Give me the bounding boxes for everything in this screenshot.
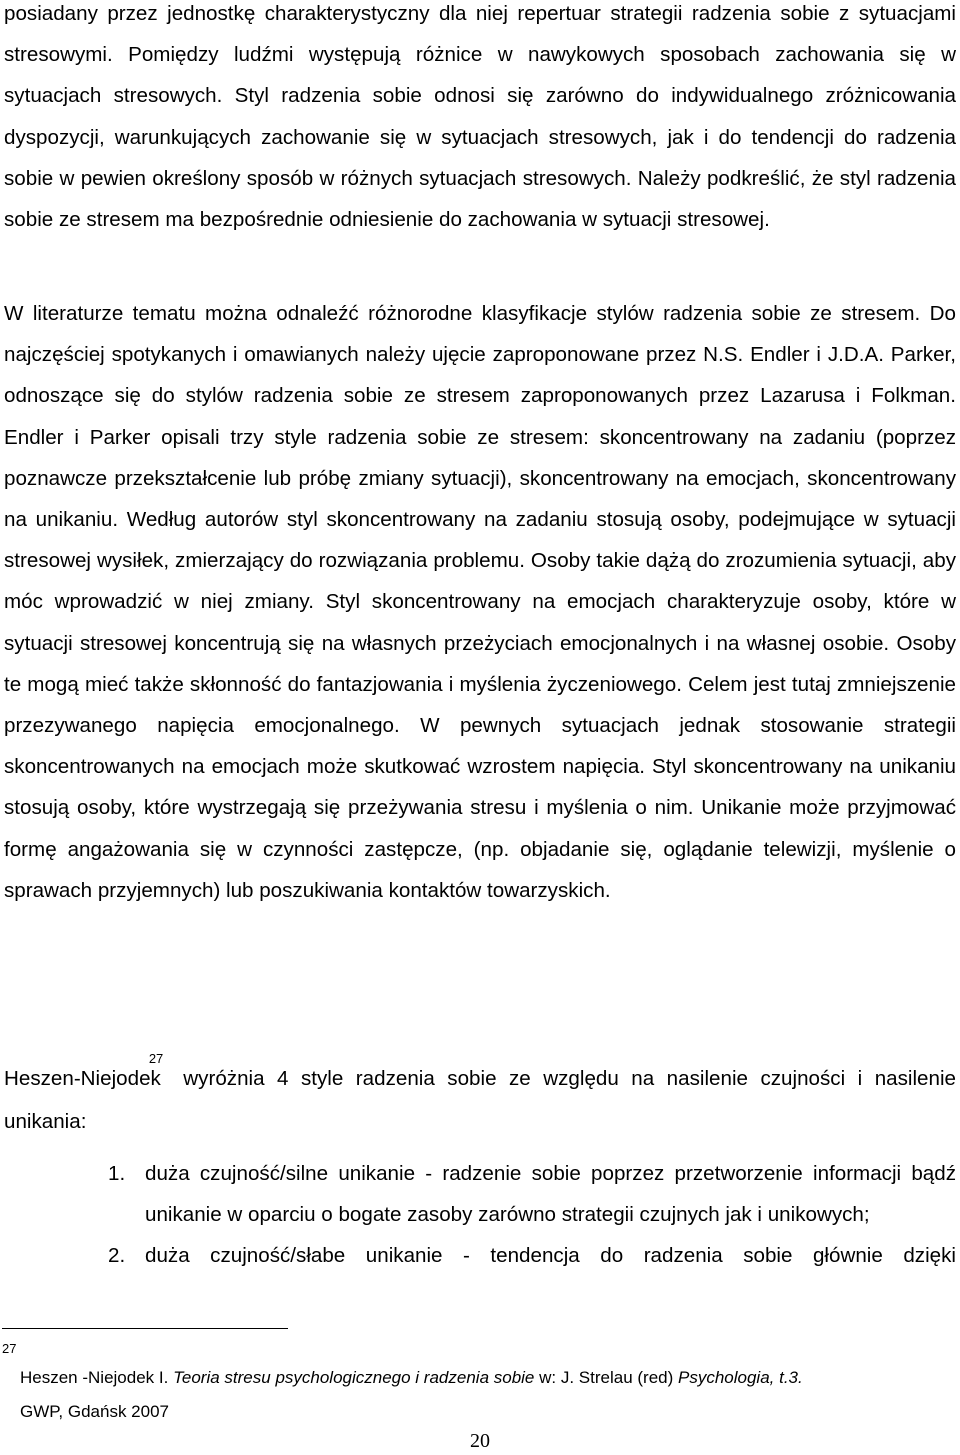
- list-item-number: 1.: [108, 1162, 126, 1185]
- paragraph-heszen-niejodek: [4, 1051, 956, 1142]
- footnote-author: Heszen -Niejodek I.: [20, 1368, 174, 1387]
- footnote-publisher: GWP, Gdańsk 2007: [20, 1402, 169, 1421]
- footnote-mark: 27: [2, 1341, 17, 1356]
- footnote-separator: [2, 1328, 288, 1329]
- list-item: [0, 1235, 956, 1276]
- list-item-number: 2.: [108, 1244, 126, 1268]
- page-number: 20: [470, 1430, 490, 1452]
- footnote-text: [20, 1361, 950, 1429]
- footnote-editor: w: J. Strelau (red): [534, 1368, 678, 1387]
- footnote-reference[interactable]: 27: [148, 1051, 164, 1066]
- footnote-book-title: Psychologia, t.3.: [678, 1368, 803, 1387]
- paragraph-rest: wyróżnia 4 style radzenia sobie ze względu na nasilenie czujności i nasilenie unikania:: [4, 1067, 956, 1134]
- paragraph-endler-parker: W literaturze tematu można odnaleźć różnorodne klasyfikacje stylów radzenia sobie ze stresem. Do najczęściej spotykanych i omawianych należy ujęcie zaproponowane przez N.S. Endler i J.D.A. Parker, odnoszące się do stylów radzenia sobie ze stresem zaproponowanych przez Lazarusa i Folkman. Endler i Parker opisali trzy style radzenia sobie ze stresem: skoncentrowany na zadaniu (poprzez poznawcze przekształcenie lub próbę zmiany sytuacji), skoncentrowany na emocjach, skoncentrowany na unikaniu. Według autorów styl skoncentrowany na zadaniu stosują osoby, podejmujące w sytuacji stresowej wysiłek, zmierzający do rozwiązania problemu. Osoby takie dążą do zrozumienia sytuacji, aby móc wprowadzić w niej zmiany. Styl skoncentrowany na emocjach charakteryzuje osoby, które w sytuacji stresowej koncentrują się na własnych przeżyciach emocjonalnych i na własnej osobie. Osoby te mogą mieć także skłonność do fantazjowania i myślenia życzeniowego. Celem jest tutaj zmniejszenie przezywanego napięcia emocjonalnego. W pewnych sytuacjach jednak stosowanie strategii skoncentrowanych na emocjach może skutkować wzrostem napięcia. Styl skoncentrowany na unikaniu stosują osoby, które wystrzegają się przeżywania stresu i myślenia o nim. Unikanie może przyjmować formę angażowania się w czynności zastępcze, (np. objadanie się, oglądanie telewizji, myślenie o sprawach przyjemnych) lub poszukiwania kontaktów towarzyskich.: [4, 302, 956, 902]
- list-item-text: duża czujność/słabe unikanie - tendencja do radzenia sobie głównie dzięki: [145, 1244, 956, 1268]
- paragraph-coping-styles-intro: posiadany przez jednostkę charakterystyczny dla niej repertuar strategii radzenia sobie z sytuacjami stresowymi. Pomiędzy ludźmi występują różnice w nawykowych sposobach zachowania się w sytuacjach stresowych. Styl radzenia sobie odnosi się zarówno do indywidualnego zróżnicowania dyspozycji, warunkujących zachowanie się w sytuacjach stresowych, jak i do tendencji do radzenia sobie w pewien określony sposób w różnych sytuacjach stresowych. Należy podkreślić, że styl radzenia sobie ze stresem ma bezpośrednie odniesienie do zachowania w sytuacji stresowej.: [4, 2, 956, 232]
- coping-styles-list: [0, 1153, 956, 1277]
- list-item: [0, 1153, 956, 1235]
- list-item-text: duża czujność/silne unikanie - radzenie sobie poprzez przetworzenie informacji bądź unikanie w oparciu o bogate zasoby zarówno strategii czujnych jak i unikowych;: [145, 1162, 956, 1227]
- author-name: Heszen-Niejodek: [4, 1067, 161, 1090]
- footnote-title: Teoria stresu psychologicznego i radzenia sobie: [173, 1368, 535, 1387]
